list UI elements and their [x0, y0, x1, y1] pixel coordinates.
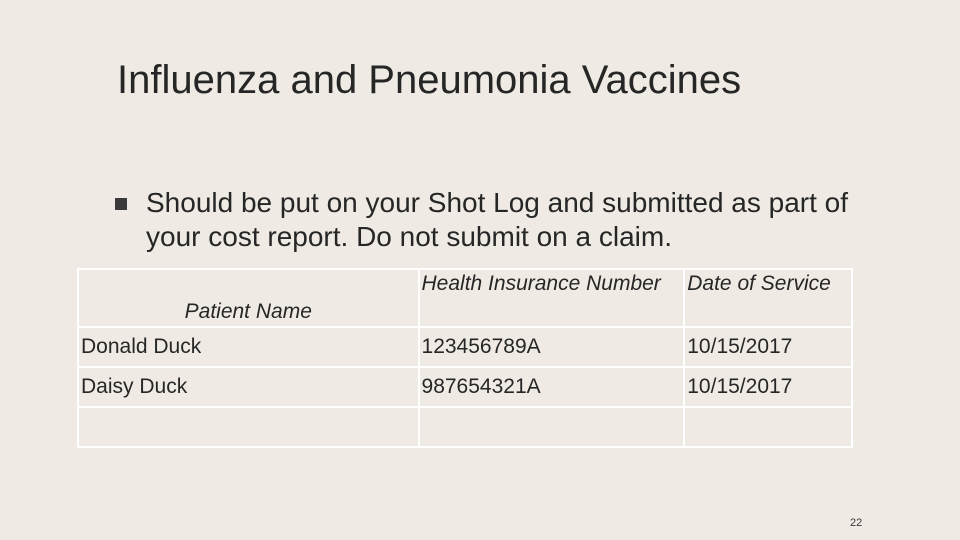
page-number: 22 [850, 517, 863, 529]
cell-health-insurance-number: 123456789A [419, 327, 685, 367]
cell-health-insurance-number: 987654321A [419, 367, 685, 407]
header-health-insurance-number: Health Insurance Number [419, 269, 685, 327]
cell-date-of-service: 10/15/2017 [684, 327, 852, 367]
cell-patient-name [78, 407, 419, 447]
cell-health-insurance-number [419, 407, 685, 447]
cell-date-of-service [684, 407, 852, 447]
vaccine-shot-log-table [77, 268, 853, 448]
cell-patient-name: Daisy Duck [78, 367, 419, 407]
square-bullet-icon [115, 198, 127, 210]
cell-date-of-service: 10/15/2017 [684, 367, 852, 407]
slide-title: Influenza and Pneumonia Vaccines [117, 58, 742, 102]
bullet-text: Should be put on your Shot Log and submitted as part of your cost report. Do not submit on a claim. [146, 187, 849, 252]
table-row [78, 367, 852, 407]
table-header-row [78, 269, 852, 327]
table-row [78, 327, 852, 367]
header-patient-name: Patient Name [78, 269, 419, 327]
header-date-of-service: Date of Service [684, 269, 852, 327]
cell-patient-name: Donald Duck [78, 327, 419, 367]
table-row-empty [78, 407, 852, 447]
